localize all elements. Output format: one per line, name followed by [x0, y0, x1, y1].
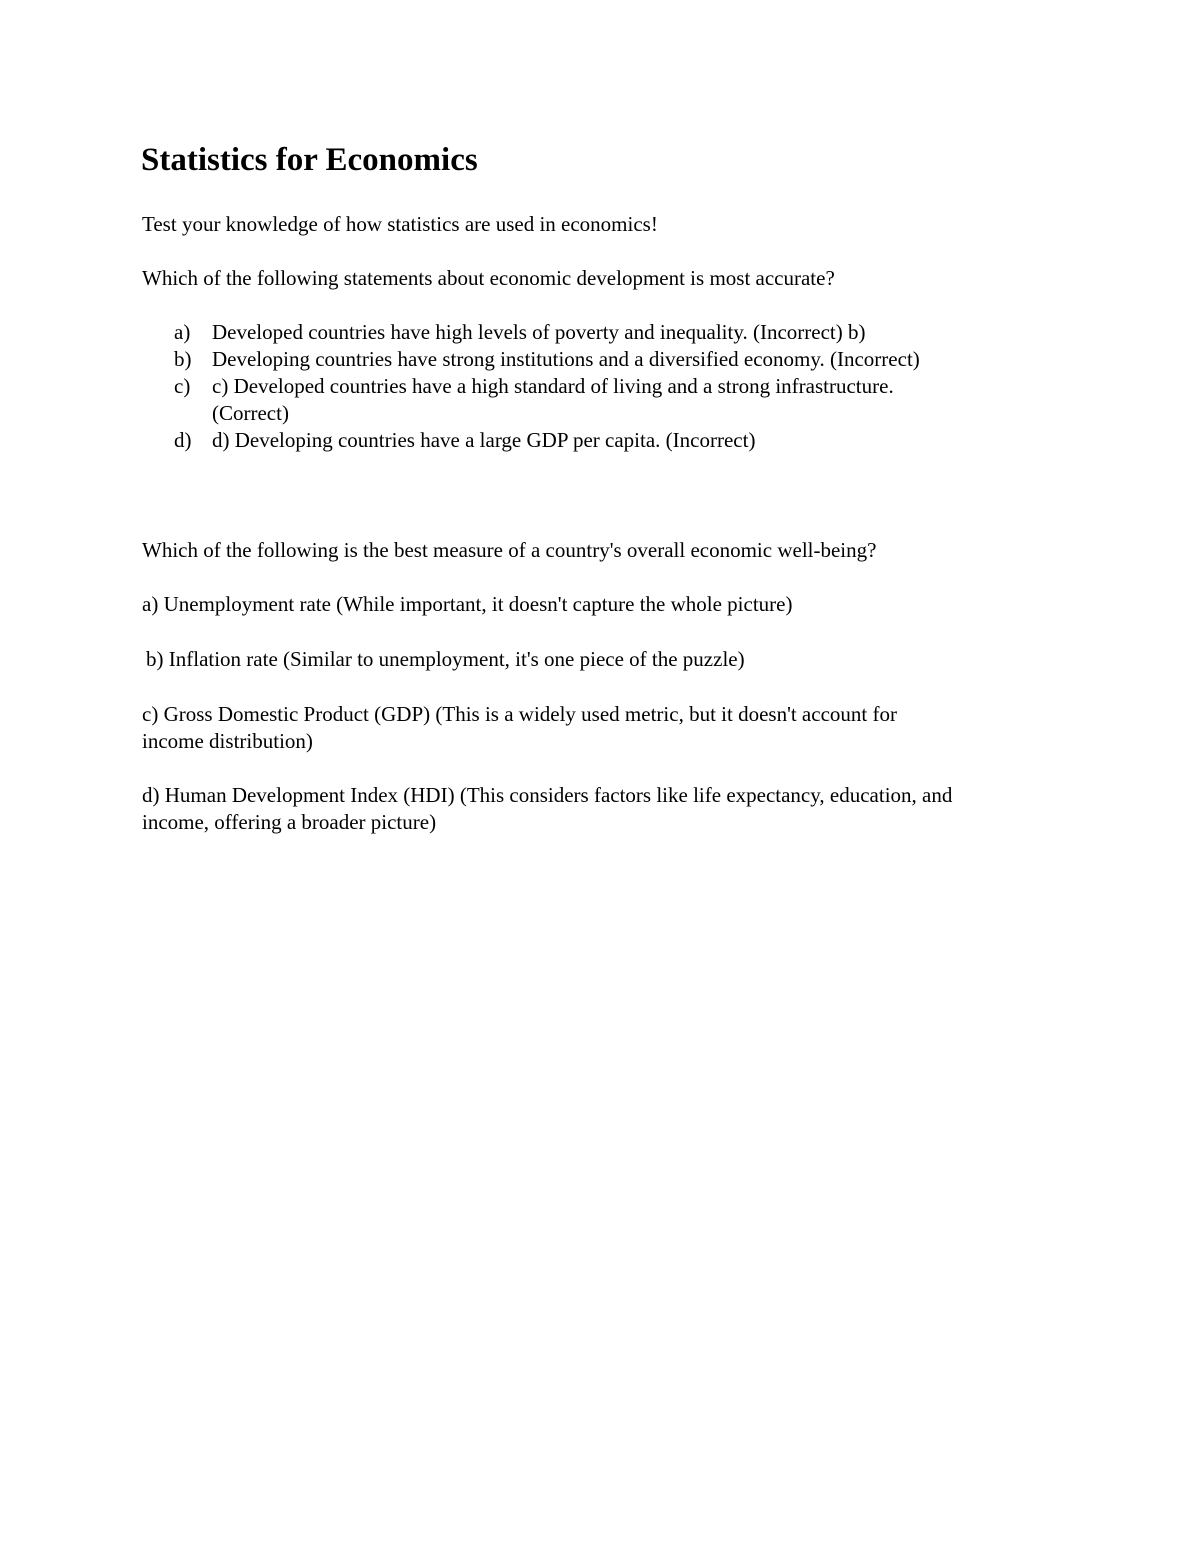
option-marker: b) [174, 347, 192, 371]
option-text-continued: income, offering a broader picture) [142, 810, 437, 834]
question-2-option-d [142, 782, 952, 836]
option-text-continued: income distribution) [142, 729, 313, 753]
question-1-options [142, 319, 920, 454]
question-1-prompt: Which of the following statements about economic development is most accurate? [142, 266, 835, 290]
question-1-option-c [142, 373, 920, 427]
option-text-continued: (Correct) [212, 401, 289, 425]
question-2-option-a: a) Unemployment rate (While important, it doesn't capture the whole picture) [142, 592, 793, 616]
question-2-prompt: Which of the following is the best measure of a country's overall economic well-being? [142, 538, 877, 562]
option-marker: d) [174, 428, 192, 452]
option-marker: a) [174, 320, 191, 344]
option-text: c) Gross Domestic Product (GDP) (This is a widely used metric, but it doesn't account for [142, 702, 897, 726]
question-1-option-b [142, 346, 920, 373]
question-2-option-c [142, 701, 897, 755]
option-text: d) Developing countries have a large GDP per capita. (Incorrect) [212, 428, 756, 452]
option-text: c) Developed countries have a high standard of living and a strong infrastructure. [212, 374, 894, 398]
option-marker: c) [174, 374, 191, 398]
option-text: Developed countries have high levels of poverty and inequality. (Incorrect) b) [212, 320, 866, 344]
question-2-option-b: b) Inflation rate (Similar to unemployment, it's one piece of the puzzle) [146, 647, 745, 671]
question-1-option-d [142, 427, 920, 454]
page-title: Statistics for Economics [141, 142, 478, 178]
option-text: Developing countries have strong institutions and a diversified economy. (Incorrect) [212, 347, 920, 371]
option-text: d) Human Development Index (HDI) (This considers factors like life expectancy, education, and [142, 783, 953, 807]
intro-text: Test your knowledge of how statistics are used in economics! [142, 212, 658, 236]
question-1-option-a [142, 319, 920, 346]
